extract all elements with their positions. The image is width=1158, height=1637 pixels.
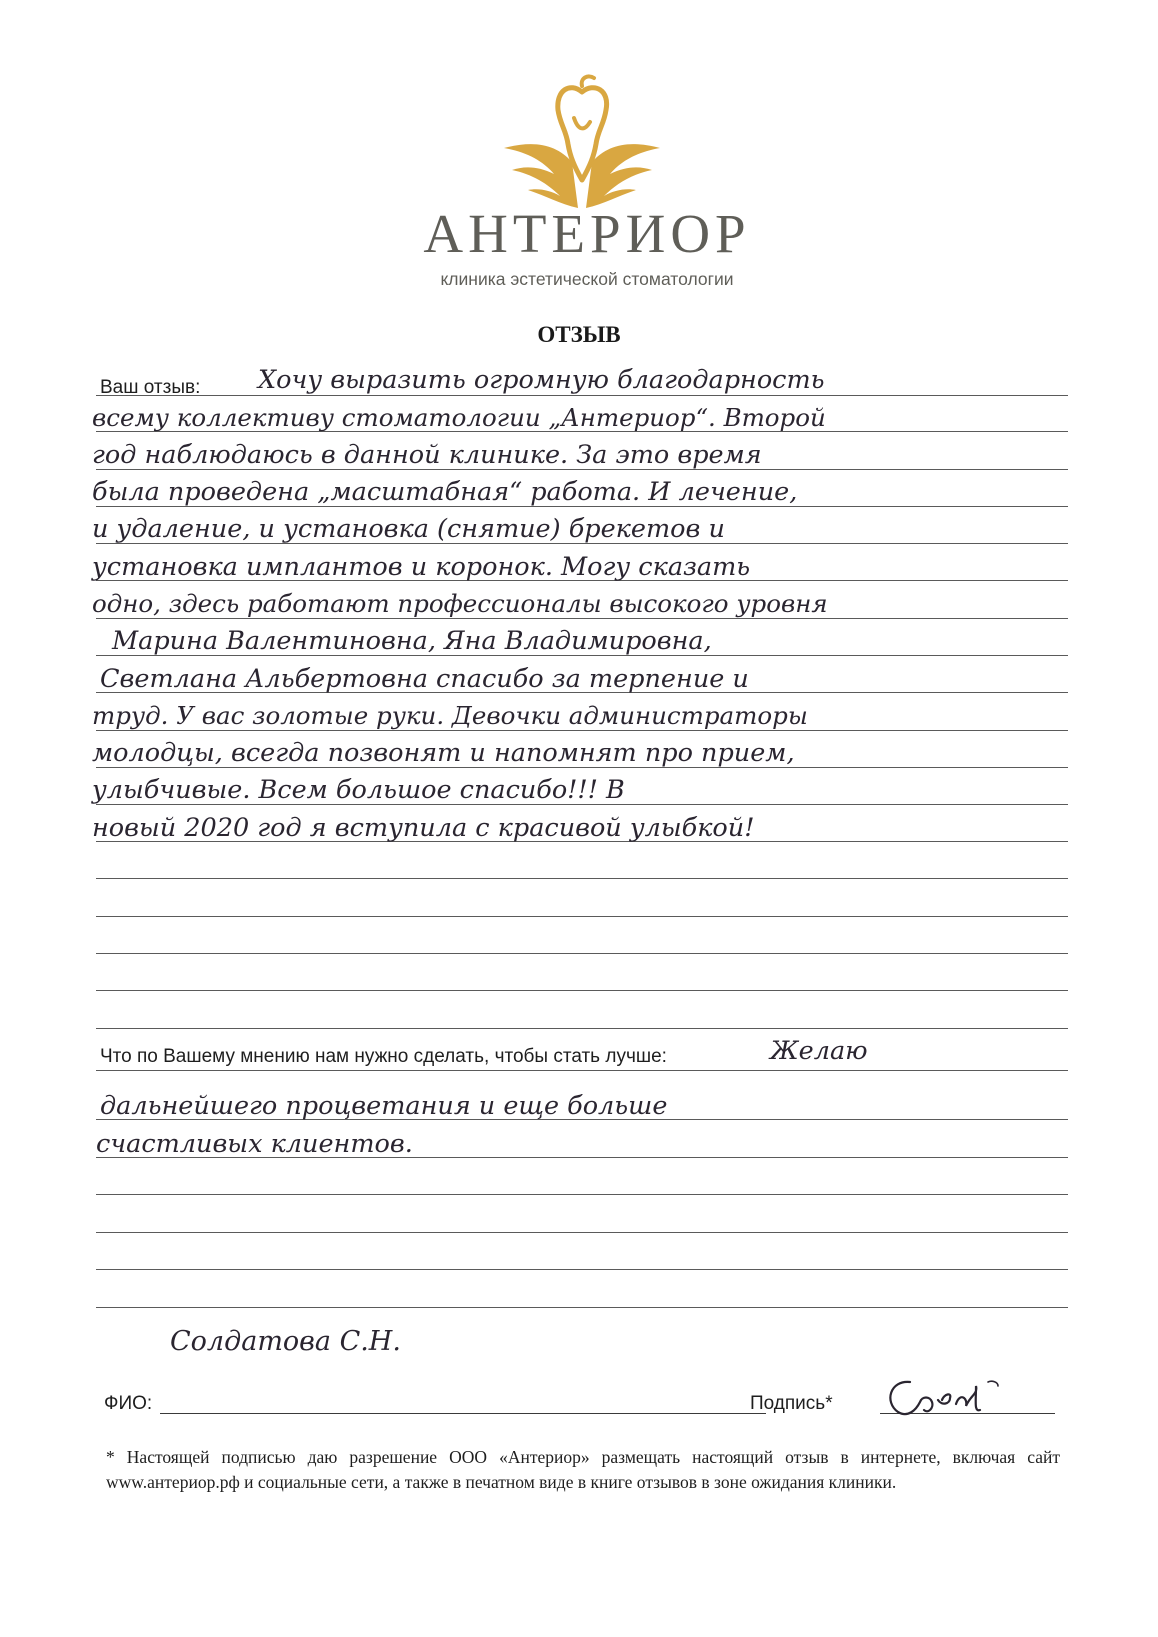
review-rule: [96, 953, 1068, 954]
review-text-line: одно, здесь работают профессионалы высокого уровня: [92, 589, 828, 618]
review-text-line: и удаление, и установка (снятие) брекетов и: [92, 514, 725, 544]
logo-emblem-icon: [498, 70, 666, 210]
improvement-text-line: Желаю: [770, 1036, 868, 1066]
improvement-text-line: дальнейшего процветания и еще больше: [100, 1091, 668, 1121]
review-rule: [96, 618, 1068, 619]
brand-tagline: клиника эстетической стоматологии: [440, 269, 734, 289]
review-text-line: труд. У вас золотые руки. Девочки администраторы: [92, 701, 808, 730]
signature-mark: [880, 1372, 1040, 1422]
review-text-line: Хочу выразить огромную благодарность: [258, 365, 825, 395]
review-rule: [96, 1028, 1068, 1029]
review-text-line: всему коллективу стоматологии „Антериор“. Второй: [92, 403, 826, 432]
review-rule: [96, 990, 1068, 991]
fio-label: ФИО:: [104, 1393, 153, 1414]
review-text-line: Марина Валентиновна, Яна Владимировна,: [112, 626, 712, 656]
review-text-line: молодцы, всегда позвонят и напомнят про прием,: [92, 738, 795, 768]
improvement-rule: [96, 1269, 1068, 1270]
review-rule: [96, 916, 1068, 917]
review-text-line: новый 2020 год я вступила с красивой улыбкой!: [92, 813, 755, 843]
review-text-line: Светлана Альбертовна спасибо за терпение и: [100, 664, 749, 694]
review-text-line: улыбчивые. Всем большое спасибо!!! В: [92, 775, 625, 805]
review-label: Ваш отзыв:: [100, 377, 201, 398]
fio-line: [160, 1413, 766, 1414]
improvement-rule: [96, 1194, 1068, 1195]
improvement-rule: [96, 1307, 1068, 1308]
review-rule: [96, 395, 1068, 396]
improvement-label: Что по Вашему мнению нам нужно сделать, чтобы стать лучше:: [100, 1046, 667, 1067]
signature-label: Подпись*: [750, 1393, 833, 1414]
review-text-line: была проведена „масштабная“ работа. И лечение,: [92, 477, 798, 507]
improvement-rule: [96, 1070, 1068, 1071]
review-text-line: установка имплантов и коронок. Могу сказать: [92, 552, 751, 582]
brand-name: АНТЕРИОР: [423, 203, 751, 264]
document-title: ОТЗЫВ: [537, 322, 621, 347]
fio-value: Солдатова С.Н.: [170, 1326, 401, 1357]
consent-footnote: * Настоящей подписью даю разрешение ООО «Антериор» размещать настоящий отзыв в интернете, включая сайт www.антериор.рф и социальные сети, а также в печатном виде в книге отзывов в зоне ожидания клиники.: [106, 1447, 1060, 1492]
review-rule: [96, 730, 1068, 731]
improvement-text-line: счастливых клиентов.: [96, 1129, 413, 1159]
review-rule: [96, 878, 1068, 879]
review-text-line: год наблюдаюсь в данной клинике. За это время: [92, 440, 762, 470]
improvement-rule: [96, 1232, 1068, 1233]
